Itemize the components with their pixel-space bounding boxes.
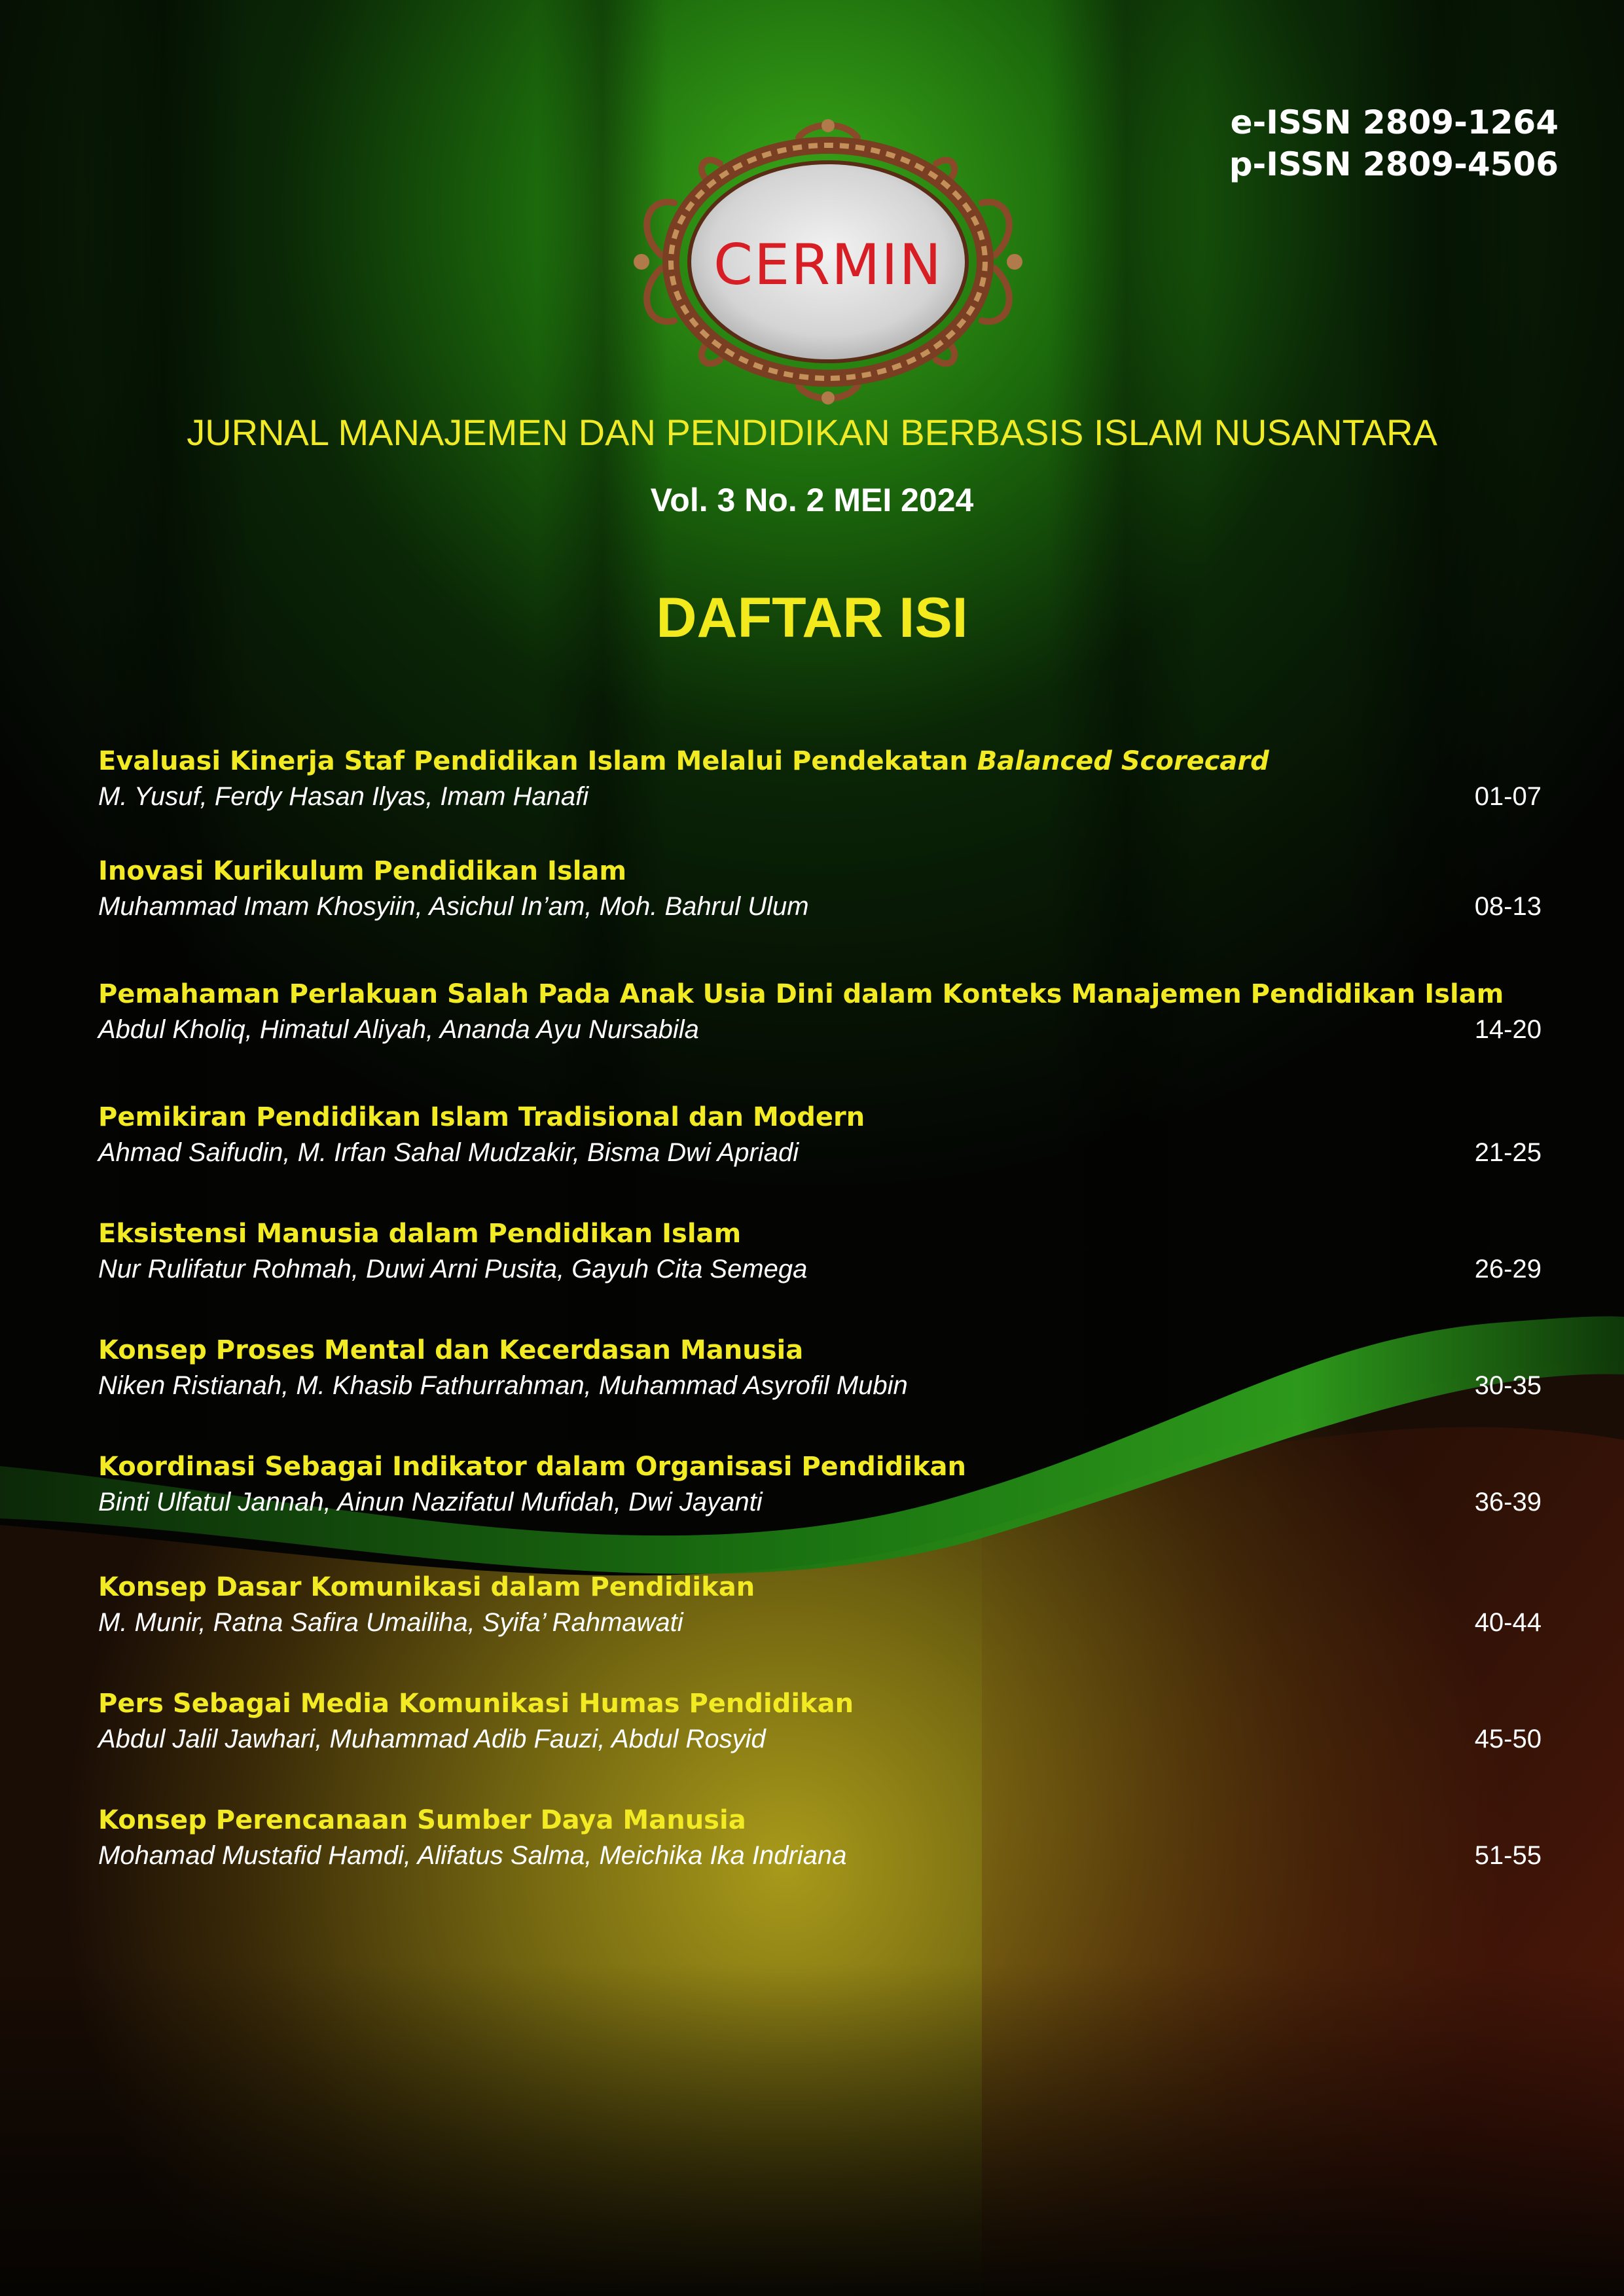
article-title: Pers Sebagai Media Komunikasi Humas Pendidikan	[98, 1689, 854, 1719]
article-meta	[98, 1252, 1542, 1293]
journal-title: JURNAL MANAJEMEN DAN PENDIDIKAN BERBASIS ISLAM NUSANTARA	[187, 412, 1437, 453]
article-authors: Mohamad Mustafid Hamdi, Alifatus Salma, Meichika Ika Indriana	[98, 1841, 847, 1870]
article-title: Eksistensi Manusia dalam Pendidikan Islam	[98, 1219, 742, 1249]
article-authors: Abdul Jalil Jawhari, Muhammad Adib Fauzi, Abdul Rosyid	[98, 1725, 766, 1753]
issn-block	[1229, 101, 1559, 185]
volume-issue: Vol. 3 No. 2 MEI 2024	[650, 482, 974, 518]
toc-heading: DAFTAR ISI	[656, 586, 968, 649]
article-authors: M. Yusuf, Ferdy Hasan Ilyas, Imam Hanafi	[98, 782, 589, 811]
toc-entry	[98, 1802, 1542, 1879]
p-issn: p-ISSN 2809-4506	[1229, 145, 1559, 183]
article-authors: M. Munir, Ratna Safira Umailiha, Syifa’ Rahmawati	[98, 1608, 683, 1637]
article-title: Pemahaman Perlakuan Salah Pada Anak Usia Dini dalam Konteks Manajemen Pendidikan Islam	[98, 979, 1504, 1009]
article-authors: Binti Ulfatul Jannah, Ainun Nazifatul Mufidah, Dwi Jayanti	[98, 1488, 763, 1516]
article-meta	[98, 1013, 1542, 1053]
article-pages: 36-39	[1474, 1488, 1542, 1516]
article-title: Konsep Perencanaan Sumber Daya Manusia	[98, 1805, 746, 1835]
article-authors: Niken Ristianah, M. Khasib Fathurrahman, Muhammad Asyrofil Mubin	[98, 1371, 908, 1400]
article-pages: 45-50	[1474, 1725, 1542, 1753]
toc-entry	[98, 1448, 1542, 1526]
article-meta	[98, 1485, 1542, 1526]
article-meta	[98, 1722, 1542, 1763]
toc-entry	[98, 1215, 1542, 1293]
article-meta	[98, 1839, 1542, 1879]
article-authors: Ahmad Saifudin, M. Irfan Sahal Mudzakir, Bisma Dwi Apriadi	[98, 1138, 799, 1167]
article-title: Konsep Proses Mental dan Kecerdasan Manusia	[98, 1335, 804, 1365]
article-meta	[98, 780, 1542, 820]
article-meta	[98, 1136, 1542, 1176]
article-authors: Nur Rulifatur Rohmah, Duwi Arni Pusita, Gayuh Cita Semega	[98, 1255, 808, 1283]
article-pages: 14-20	[1474, 1015, 1542, 1044]
cermin-logo	[622, 118, 1034, 406]
article-title-italic: Balanced Scorecard	[977, 746, 1269, 776]
article-meta	[98, 889, 1542, 930]
article-title: Pemikiran Pendidikan Islam Tradisional dan Modern	[98, 1102, 865, 1132]
article-pages: 40-44	[1474, 1608, 1542, 1637]
toc-entry	[98, 1569, 1542, 1646]
article-title: Konsep Dasar Komunikasi dalam Pendidikan	[98, 1572, 755, 1602]
article-pages: 51-55	[1474, 1841, 1542, 1870]
article-title: Koordinasi Sebagai Indikator dalam Organisasi Pendidikan	[98, 1452, 967, 1482]
article-pages: 08-13	[1474, 892, 1542, 921]
logo-text: CERMIN	[713, 232, 943, 298]
article-authors: Muhammad Imam Khosyiin, Asichul In’am, Moh. Bahrul Ulum	[98, 892, 809, 921]
article-pages: 26-29	[1474, 1255, 1542, 1283]
toc-entry	[98, 853, 1542, 930]
article-pages: 01-07	[1474, 782, 1542, 811]
article-title-text: Evaluasi Kinerja Staf Pendidikan Islam Melalui Pendekatan	[98, 746, 977, 776]
article-pages: 30-35	[1474, 1371, 1542, 1400]
article-meta	[98, 1605, 1542, 1646]
toc-entry	[98, 1332, 1542, 1409]
table-of-contents	[98, 743, 1542, 1879]
article-title	[98, 743, 1542, 780]
e-issn: e-ISSN 2809-1264	[1230, 103, 1559, 141]
toc-entry	[98, 1685, 1542, 1763]
toc-entry	[98, 976, 1542, 1053]
article-title: Inovasi Kurikulum Pendidikan Islam	[98, 856, 627, 886]
article-authors: Abdul Kholiq, Himatul Aliyah, Ananda Ayu Nursabila	[98, 1015, 699, 1044]
article-pages: 21-25	[1474, 1138, 1542, 1167]
article-meta	[98, 1369, 1542, 1409]
toc-entry	[98, 1099, 1542, 1176]
toc-entry	[98, 743, 1542, 820]
